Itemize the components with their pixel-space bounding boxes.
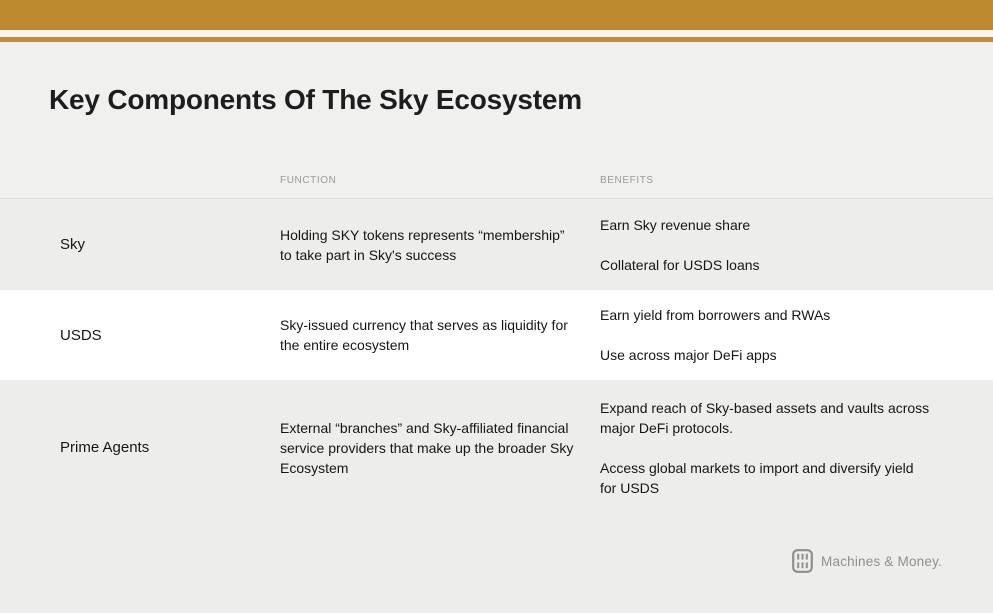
row-benefits <box>600 215 953 275</box>
table-row-usds <box>0 290 993 380</box>
brand-logo <box>792 549 942 573</box>
header <box>0 42 993 199</box>
row-function: External “branches” and Sky-affiliated financial service providers that make up the broader Sky Ecosystem <box>280 419 574 476</box>
row-name: Sky <box>60 236 86 253</box>
table-row-prime-agents <box>0 380 993 515</box>
machines-and-money-icon <box>792 549 813 573</box>
benefit-item: Earn yield from borrowers and RWAs <box>600 307 831 323</box>
brand-name: Machines & Money. <box>821 553 942 569</box>
benefit-item: Earn Sky revenue share <box>600 216 751 233</box>
row-function: Sky-issued currency that serves as liquidity for the entire ecosystem <box>280 317 568 353</box>
column-header-benefits: BENEFITS <box>600 175 654 186</box>
row-name: Prime Agents <box>60 439 150 456</box>
row-benefits <box>600 305 953 365</box>
table-row-sky <box>0 199 993 290</box>
row-benefits <box>600 398 953 498</box>
benefit-item: Collateral for USDS loans <box>600 256 760 273</box>
benefit-item: Use across major DeFi apps <box>600 347 777 363</box>
column-header-function: FUNCTION <box>280 175 337 186</box>
benefit-item: Expand reach of Sky-based assets and vaults across major DeFi protocols. <box>600 399 930 436</box>
page-title: Key Components Of The Sky Ecosystem <box>49 84 582 115</box>
row-name: USDS <box>60 326 102 344</box>
accent-bar-top <box>0 0 993 30</box>
benefit-item: Access global markets to import and diversify yield for USDS <box>600 459 914 496</box>
column-headers <box>0 175 993 186</box>
accent-bar-gap <box>0 30 993 37</box>
table-row-prime-agents-wrap <box>0 380 993 613</box>
row-function: Holding SKY tokens represents “membership” to take part in Sky's success <box>280 226 565 263</box>
